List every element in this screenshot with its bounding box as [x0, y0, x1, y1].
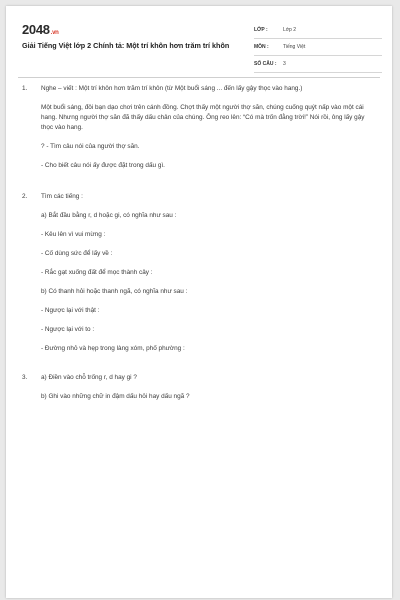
- question-body: [41, 192, 376, 363]
- question-line: b) Có thanh hỏi hoặc thanh ngã, có nghĩa như sau :: [41, 288, 188, 295]
- question-line: - Cố dùng sức để lấy về :: [41, 250, 113, 257]
- question-line: - Kêu lên vì vui mừng :: [41, 231, 106, 238]
- question-body: [41, 84, 376, 180]
- question-line: - Rắc gạt xuống đất để mọc thành cây :: [41, 269, 153, 276]
- question-2: [22, 192, 376, 363]
- question-3: [22, 373, 376, 411]
- document-meta: [254, 22, 382, 73]
- question-body: [41, 373, 376, 411]
- meta-label: MÔN :: [254, 44, 269, 50]
- question-number: 1.: [22, 85, 28, 92]
- question-line: b) Ghi vào những chữ in đậm dấu hỏi hay dấu ngã ?: [41, 393, 190, 400]
- logo-suffix: .vn: [50, 30, 59, 36]
- meta-label: SỐ CÂU :: [254, 61, 277, 67]
- meta-value: Tiếng Việt: [283, 44, 306, 50]
- document-page: [6, 6, 392, 598]
- question-line: Tìm các tiếng :: [41, 193, 83, 200]
- document-title: Giải Tiếng Việt lớp 2 Chính tả: Một trí khôn hơn trăm trí khôn: [22, 41, 230, 50]
- meta-row-grade: [254, 22, 382, 39]
- question-number: 3.: [22, 374, 28, 381]
- question-line: - Cho biết câu nói ấy được đặt trong dấu gì.: [41, 162, 165, 169]
- question-line: Nghe – viết : Một trí khôn hơn trăm trí khôn (từ Một buổi sáng ... đến lấy gậy thọc vào hang.): [41, 85, 303, 92]
- question-line: - Đường nhỏ và hẹp trong làng xóm, phố phường :: [41, 345, 185, 352]
- meta-row-question-count: [254, 56, 382, 73]
- question-line: - Ngược lại với to :: [41, 326, 95, 333]
- document-content: [22, 84, 376, 411]
- meta-value: 3: [283, 61, 286, 67]
- question-line: a) Điền vào chỗ trống r, d hay gi ?: [41, 374, 137, 381]
- question-line: - Ngược lại với thật :: [41, 307, 100, 314]
- site-logo[interactable]: [22, 22, 59, 37]
- spacer: [22, 363, 376, 373]
- meta-row-subject: [254, 39, 382, 56]
- question-number: 2.: [22, 193, 28, 200]
- question-line: ? - Tìm câu nói của người thợ săn.: [41, 143, 140, 150]
- question-line: a) Bắt đầu bằng r, d hoặc gi, có nghĩa như sau :: [41, 212, 177, 219]
- question-1: [22, 84, 376, 180]
- spacer: [22, 180, 376, 192]
- logo-text: 2048: [22, 22, 50, 37]
- header-divider: [18, 77, 380, 78]
- meta-label: LỚP :: [254, 27, 268, 33]
- meta-value: Lớp 2: [283, 27, 297, 33]
- question-passage: Một buổi sáng, đôi bạn dạo chơi trên cánh đồng. Chợt thấy một người thợ săn, chúng cuống quýt nấp vào một cái hang. Nhưng người thợ săn đã thấy dấu chân của chúng. Ông reo lên: “Có mà trốn đằng trời!” Nói rồi, ông lấy gậy thọc vào hang.: [41, 104, 365, 131]
